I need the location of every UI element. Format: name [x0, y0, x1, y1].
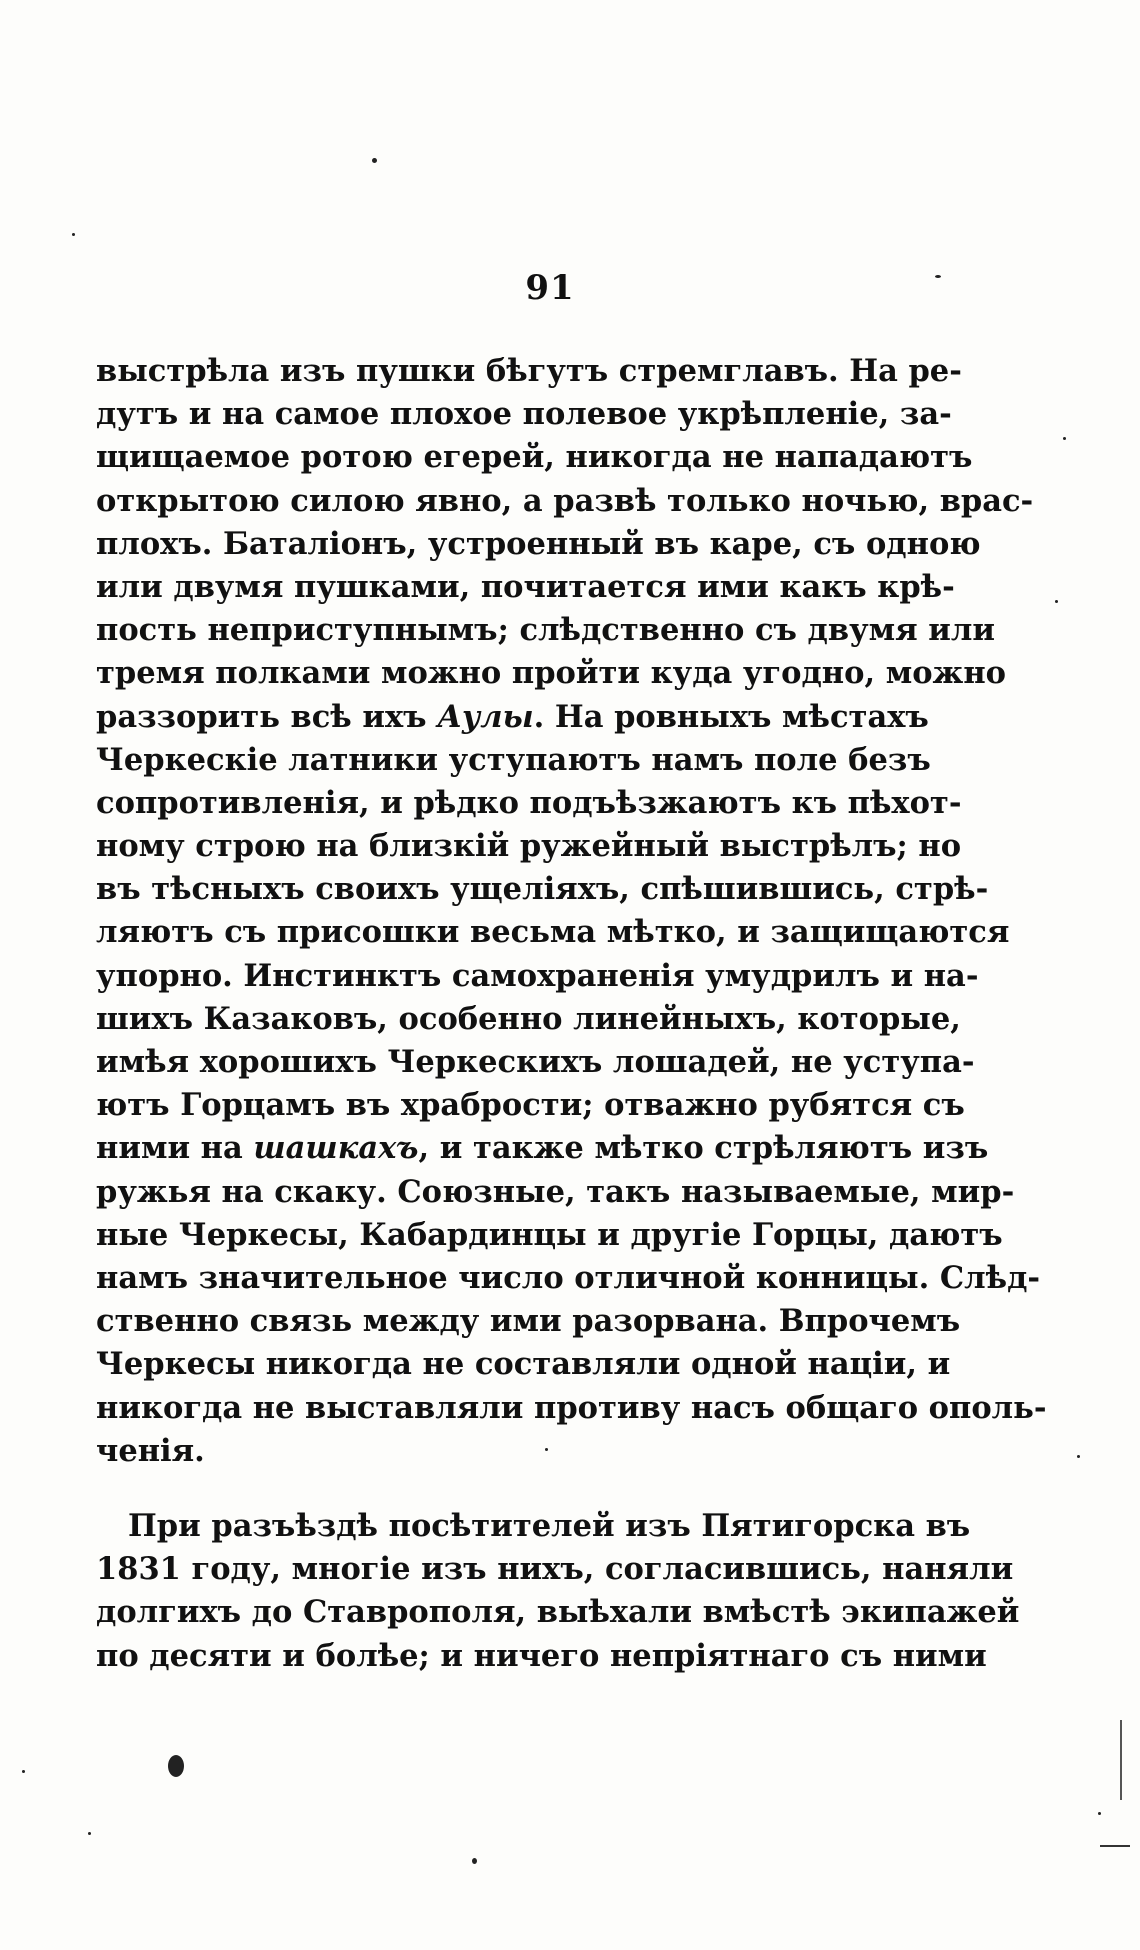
- text-line: дутъ и на самое плохое полевое укрѣпленіе, за-: [96, 396, 952, 433]
- text-line: плохъ. Баталіонъ, устроенный въ каре, съ одною: [96, 525, 981, 562]
- italic-term: Аулы: [437, 698, 534, 735]
- page-number: 91: [525, 268, 575, 308]
- scan-speck: [168, 1755, 184, 1777]
- text-line: 1831 году, многіе изъ нихъ, согласившись, наняли: [96, 1551, 1014, 1588]
- scan-speck: [545, 1448, 548, 1451]
- text-line: сопротивленія, и рѣдко подъѣзжаютъ къ пѣхот-: [96, 784, 962, 821]
- text-fragment: . На ровныхъ мѣстахъ: [533, 698, 929, 735]
- italic-term: шашкахъ: [253, 1130, 419, 1167]
- text-line: по десяти и болѣе; и ничего непріятнаго съ ними: [96, 1637, 987, 1674]
- text-line: пость неприступнымъ; слѣдственно съ двумя или: [96, 612, 995, 649]
- text-line: Черкескіе латники уступаютъ намъ поле безъ: [96, 741, 931, 778]
- scan-edge-mark: [1100, 1845, 1130, 1847]
- scan-speck: [22, 1770, 25, 1773]
- text-fragment: , и также мѣтко стрѣляютъ изъ: [418, 1130, 989, 1167]
- text-line: никогда не выставляли противу насъ общаго ополь-: [96, 1389, 1047, 1426]
- text-line: ному строю на близкій ружейный выстрѣлъ; но: [96, 828, 962, 865]
- scan-speck: [372, 158, 377, 163]
- text-line: упорно. Инстинктъ самохраненія умудрилъ и на-: [96, 957, 979, 994]
- text-line: выстрѣла изъ пушки бѣгутъ стремглавъ. На ре-: [96, 353, 962, 389]
- text-line: шихъ Казаковъ, особенно линейныхъ, которые,: [96, 1000, 961, 1037]
- text-line: ляютъ съ присошки весьма мѣтко, и защищаются: [96, 914, 1010, 951]
- text-line: При разъѣздѣ посѣтителей изъ Пятигорска въ: [128, 1508, 971, 1544]
- text-line: Черкесы никогда не составляли одной націи, и: [96, 1346, 951, 1383]
- text-line: [96, 696, 929, 739]
- scan-speck: [72, 233, 75, 236]
- text-line: въ тѣсныхъ своихъ ущеліяхъ, спѣшившись, стрѣ-: [96, 871, 989, 908]
- text-line: ченія.: [96, 1432, 205, 1469]
- text-line: ружья на скаку. Союзные, такъ называемые, мир-: [96, 1173, 1015, 1210]
- scan-speck: [88, 1832, 91, 1835]
- scan-speck: [1098, 1812, 1101, 1815]
- text-line: намъ значительное число отличной конницы. Слѣд-: [96, 1259, 1041, 1296]
- text-line: долгихъ до Ставрополя, выѣхали вмѣстѣ экипажей: [96, 1594, 1020, 1631]
- scan-speck: [472, 1858, 477, 1864]
- scan-speck: [1063, 437, 1066, 440]
- paragraph-1: [96, 350, 1047, 1473]
- text-line: ственно связь между ими разорвана. Впрочемъ: [96, 1303, 961, 1340]
- text-line: имѣя хорошихъ Черкескихъ лошадей, не уступа-: [96, 1044, 975, 1080]
- text-line: [96, 1127, 989, 1170]
- paragraph-2: [96, 1505, 1020, 1678]
- text-line: ютъ Горцамъ въ храбрости; отважно рубятся съ: [96, 1087, 965, 1124]
- text-line: тремя полками можно пройти куда угодно, можно: [96, 655, 1006, 692]
- text-line: или двумя пушками, почитается ими какъ крѣ-: [96, 568, 955, 605]
- scan-edge-mark: [1120, 1720, 1122, 1800]
- scan-speck: [1077, 1455, 1080, 1458]
- text-line: щищаемое ротою егерей, никогда не нападаютъ: [96, 439, 973, 476]
- text-line: ные Черкесы, Кабардинцы и другіе Горцы, даютъ: [96, 1216, 1003, 1253]
- scan-speck: [935, 275, 941, 278]
- text-line: открытою силою явно, а развѣ только ночью, врас-: [96, 482, 1034, 519]
- text-fragment: раззорить всѣ ихъ: [96, 698, 438, 735]
- scan-speck: [1055, 600, 1058, 603]
- text-fragment: ними на: [96, 1130, 254, 1167]
